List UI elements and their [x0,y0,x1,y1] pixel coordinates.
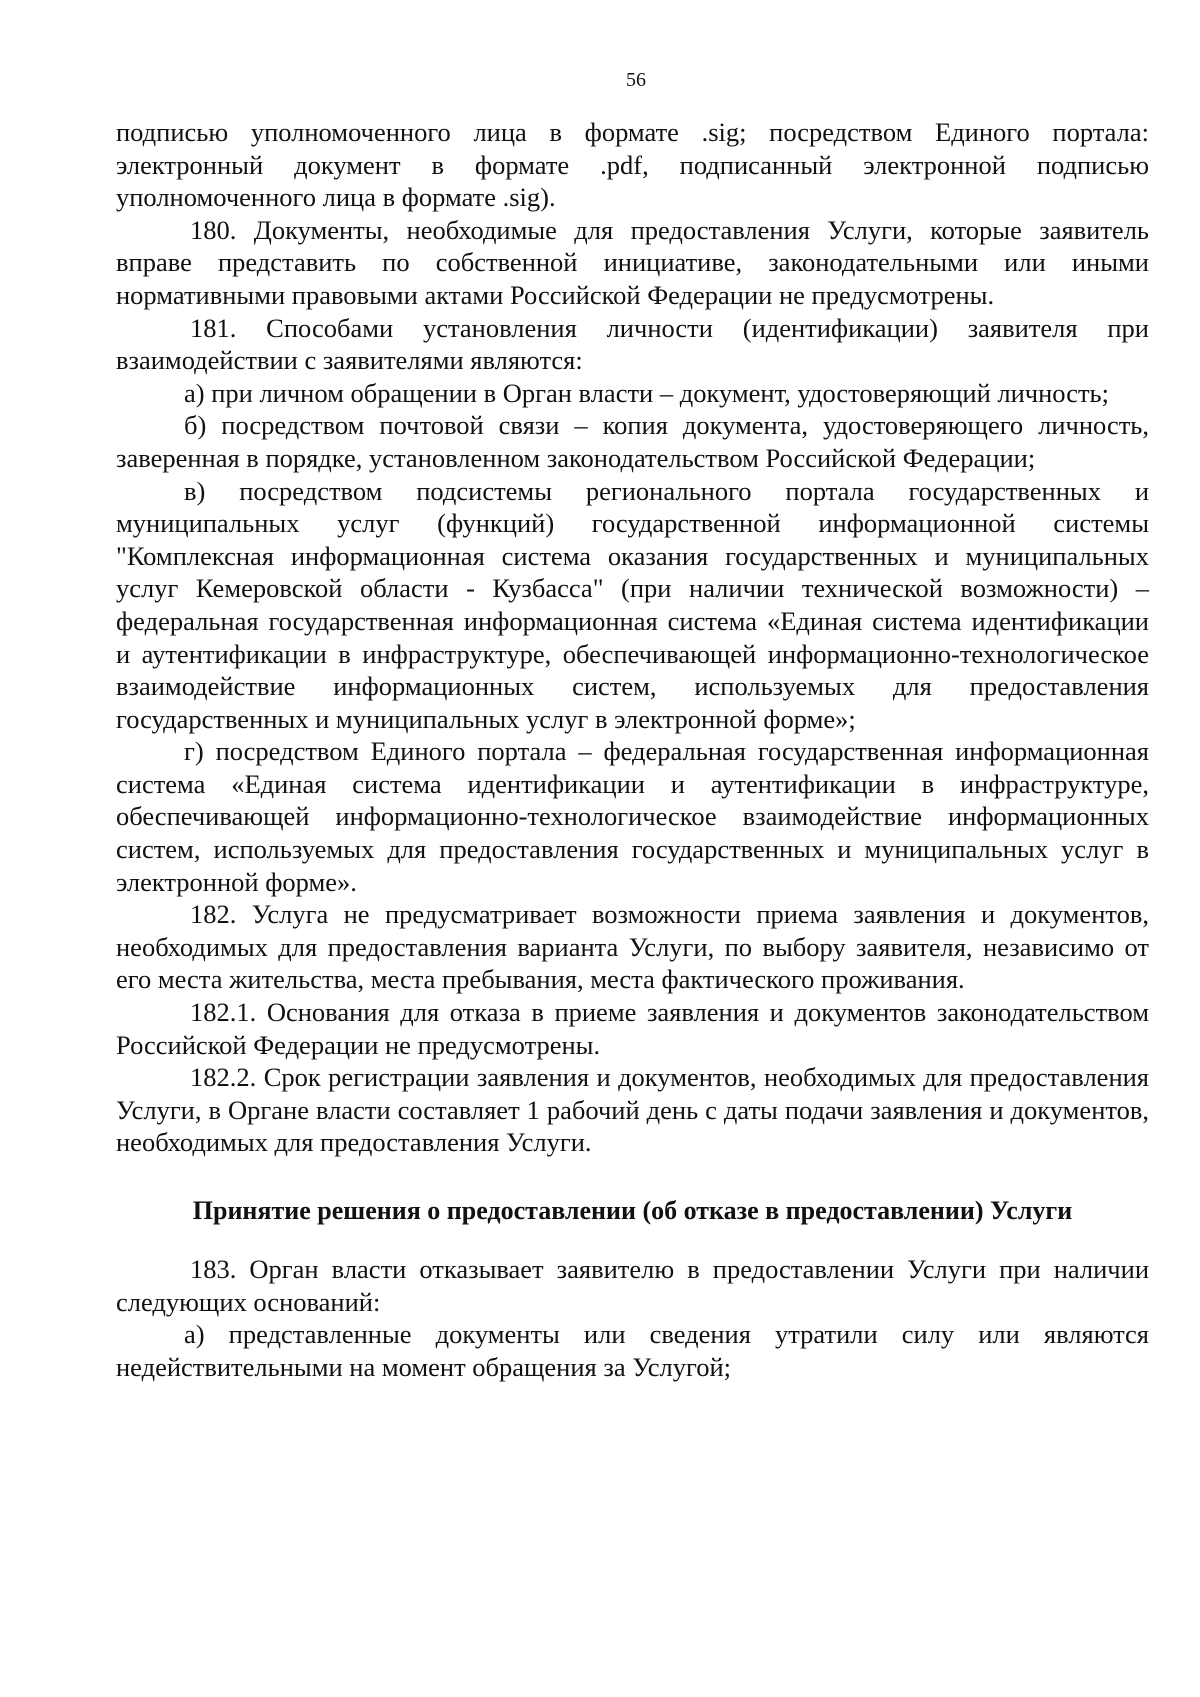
page-number: 56 [626,69,646,91]
paragraph-182-1: 182.1. Основания для отказа в приеме заявления и документов законодательством Российской Федерации не предусмотрены. [116,997,1149,1060]
paragraph-181-c: в) посредством подсистемы регионального портала государственных и муниципальных услуг (функций) государственной информационной системы "Комплексная информационная система оказания государственных и муниципальных услуг Кемеровской области - Кузбасса" (при наличии технической возможности) – федеральная государственная информационная система «Единая система идентификации и аутентификации в инфраструктуре, обеспечивающей информационно-технологическое взаимодействие информационных систем, используемых для предоставления государственных и муниципальных услуг в электронной форме»; [116,475,1149,734]
paragraph-183: 183. Орган власти отказывает заявителю в предоставлении Услуги при наличии следующих оснований: [116,1254,1149,1317]
paragraph-182: 182. Услуга не предусматривает возможности приема заявления и документов, необходимых для предоставления варианта Услуги, по выбору заявителя, независимо от его места жительства, места пребывания, места фактического проживания. [116,899,1149,995]
continuation-paragraph: подписью уполномоченного лица в формате .sig; посредством Единого портала: электронный документ в формате .pdf, подписанный электронной подписью уполномоченного лица в формате .sig). [116,117,1149,213]
document-body [116,116,1149,1383]
paragraph-182-2: 182.2. Срок регистрации заявления и документов, необходимых для предоставления Услуги, в Органе власти составляет 1 рабочий день с даты подачи заявления и документов, необходимых для предоставления Услуги. [116,1062,1149,1158]
paragraph-181-a: а) при личном обращении в Орган власти – документ, удостоверяющий личность; [184,377,1109,408]
paragraph-183-a: а) представленные документы или сведения утратили силу или являются недействительными на момент обращения за Услугой; [116,1319,1149,1382]
paragraph-181-b: б) посредством почтовой связи – копия документа, удостоверяющего личность, заверенная в порядке, установленном законодательством Российской Федерации; [116,410,1149,473]
section-heading: Принятие решения о предоставлении (об отказе в предоставлении) Услуги [192,1196,1073,1225]
paragraph-181-d: г) посредством Единого портала – федеральная государственная информационная система «Единая система идентификации и аутентификации в инфраструктуре, обеспечивающей информационно-технологическое взаимодействие информационных систем, используемых для предоставления государственных и муниципальных услуг в электронной форме». [116,736,1149,897]
paragraph-181: 181. Способами установления личности (идентификации) заявителя при взаимодействии с заявителями являются: [116,312,1149,376]
paragraph-180: 180. Документы, необходимые для предоставления Услуги, которые заявитель вправе представить по собственной инициативе, законодательными или иными нормативными правовыми актами Российской Федерации не предусмотрены. [116,214,1149,310]
